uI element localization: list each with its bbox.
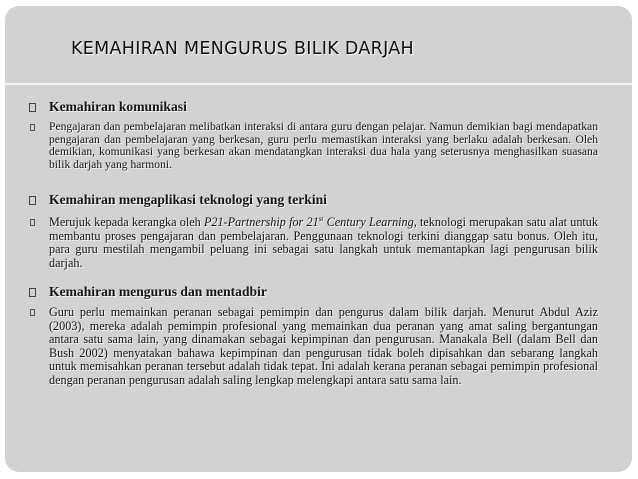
section-paragraph: [5, 121, 632, 171]
heading-text: Kemahiran mengurus dan mentadbir: [49, 284, 267, 299]
square-bullet-icon: [30, 124, 35, 131]
paragraph-text-start: Merujuk kepada kerangka oleh: [49, 215, 204, 229]
section-heading: [5, 192, 632, 212]
square-bullet-icon: [29, 103, 36, 112]
section-paragraph: [5, 216, 632, 270]
square-bullet-icon: [30, 309, 35, 316]
heading-text: Kemahiran komunikasi: [49, 99, 187, 114]
square-bullet-icon: [29, 196, 36, 205]
slide-title: KEMAHIRAN MENGURUS BILIK DARJAH: [71, 39, 414, 59]
framework-name-end: Century Learning: [323, 215, 414, 229]
ordinal-suffix: st: [318, 214, 324, 223]
section-management: [5, 284, 632, 388]
framework-name: P21-Partnership for 21: [203, 215, 319, 229]
square-bullet-icon: [30, 219, 35, 226]
slide: [5, 6, 632, 472]
section-paragraph: [5, 306, 632, 388]
paragraph-text: Guru perlu memainkan peranan sebagai pemimpin dan pengurus dalam bilik darjah. Menurut Abdul Aziz (2003), mereka adalah pemimpin profesional yang memainkan dua peranan yang amat saling bergantungan antara satu sama lain, yang dinamakan sebagai kepimpinan dan pengurusan. Manakala Bell (dalam Bell dan Bush 2002) menyatakan bahawa kepimpinan dan pengurusan tidak boleh dipisahkan dan sebarang langkah untuk memisahkan peranan tersebut adalah tidak tepat. Ini adalah kerana peranan sebagai pemimpin profesional dengan peranan pengurusan adalah saling lengkap melengkapi antara satu sama lain.: [49, 305, 598, 387]
section-heading: [5, 284, 632, 304]
section-technology: [5, 192, 632, 270]
paragraph-text: Pengajaran dan pembelajaran melibatkan interaksi di antara guru dengan pelajar. Namun demikian bagi mendapatkan pengajaran dan pembelajaran yang berkesan, guru perlu memastikan interaksi yang berlaku adalah berkesan. Oleh demikian, komunikasi yang berkesan akan mendatangkan interaksi dua hala yang seterusnya menghasilkan suasana bilik darjah yang harmoni.: [49, 120, 598, 171]
paragraph-text-end: , teknologi merupakan satu alat untuk membantu proses pengajaran dan pembelajaran. Penggunaan teknologi terkini dianggap satu bonus. Oleh itu, para guru mestilah mengambil peluang ini sebagai satu langkah untuk memantapkan lagi pengurusan bilik darjah.: [49, 215, 598, 270]
section-communication: [5, 99, 632, 171]
square-bullet-icon: [29, 288, 36, 297]
heading-text: Kemahiran mengaplikasi teknologi yang terkini: [49, 192, 327, 207]
section-heading: [5, 99, 632, 119]
title-divider: [5, 83, 632, 85]
